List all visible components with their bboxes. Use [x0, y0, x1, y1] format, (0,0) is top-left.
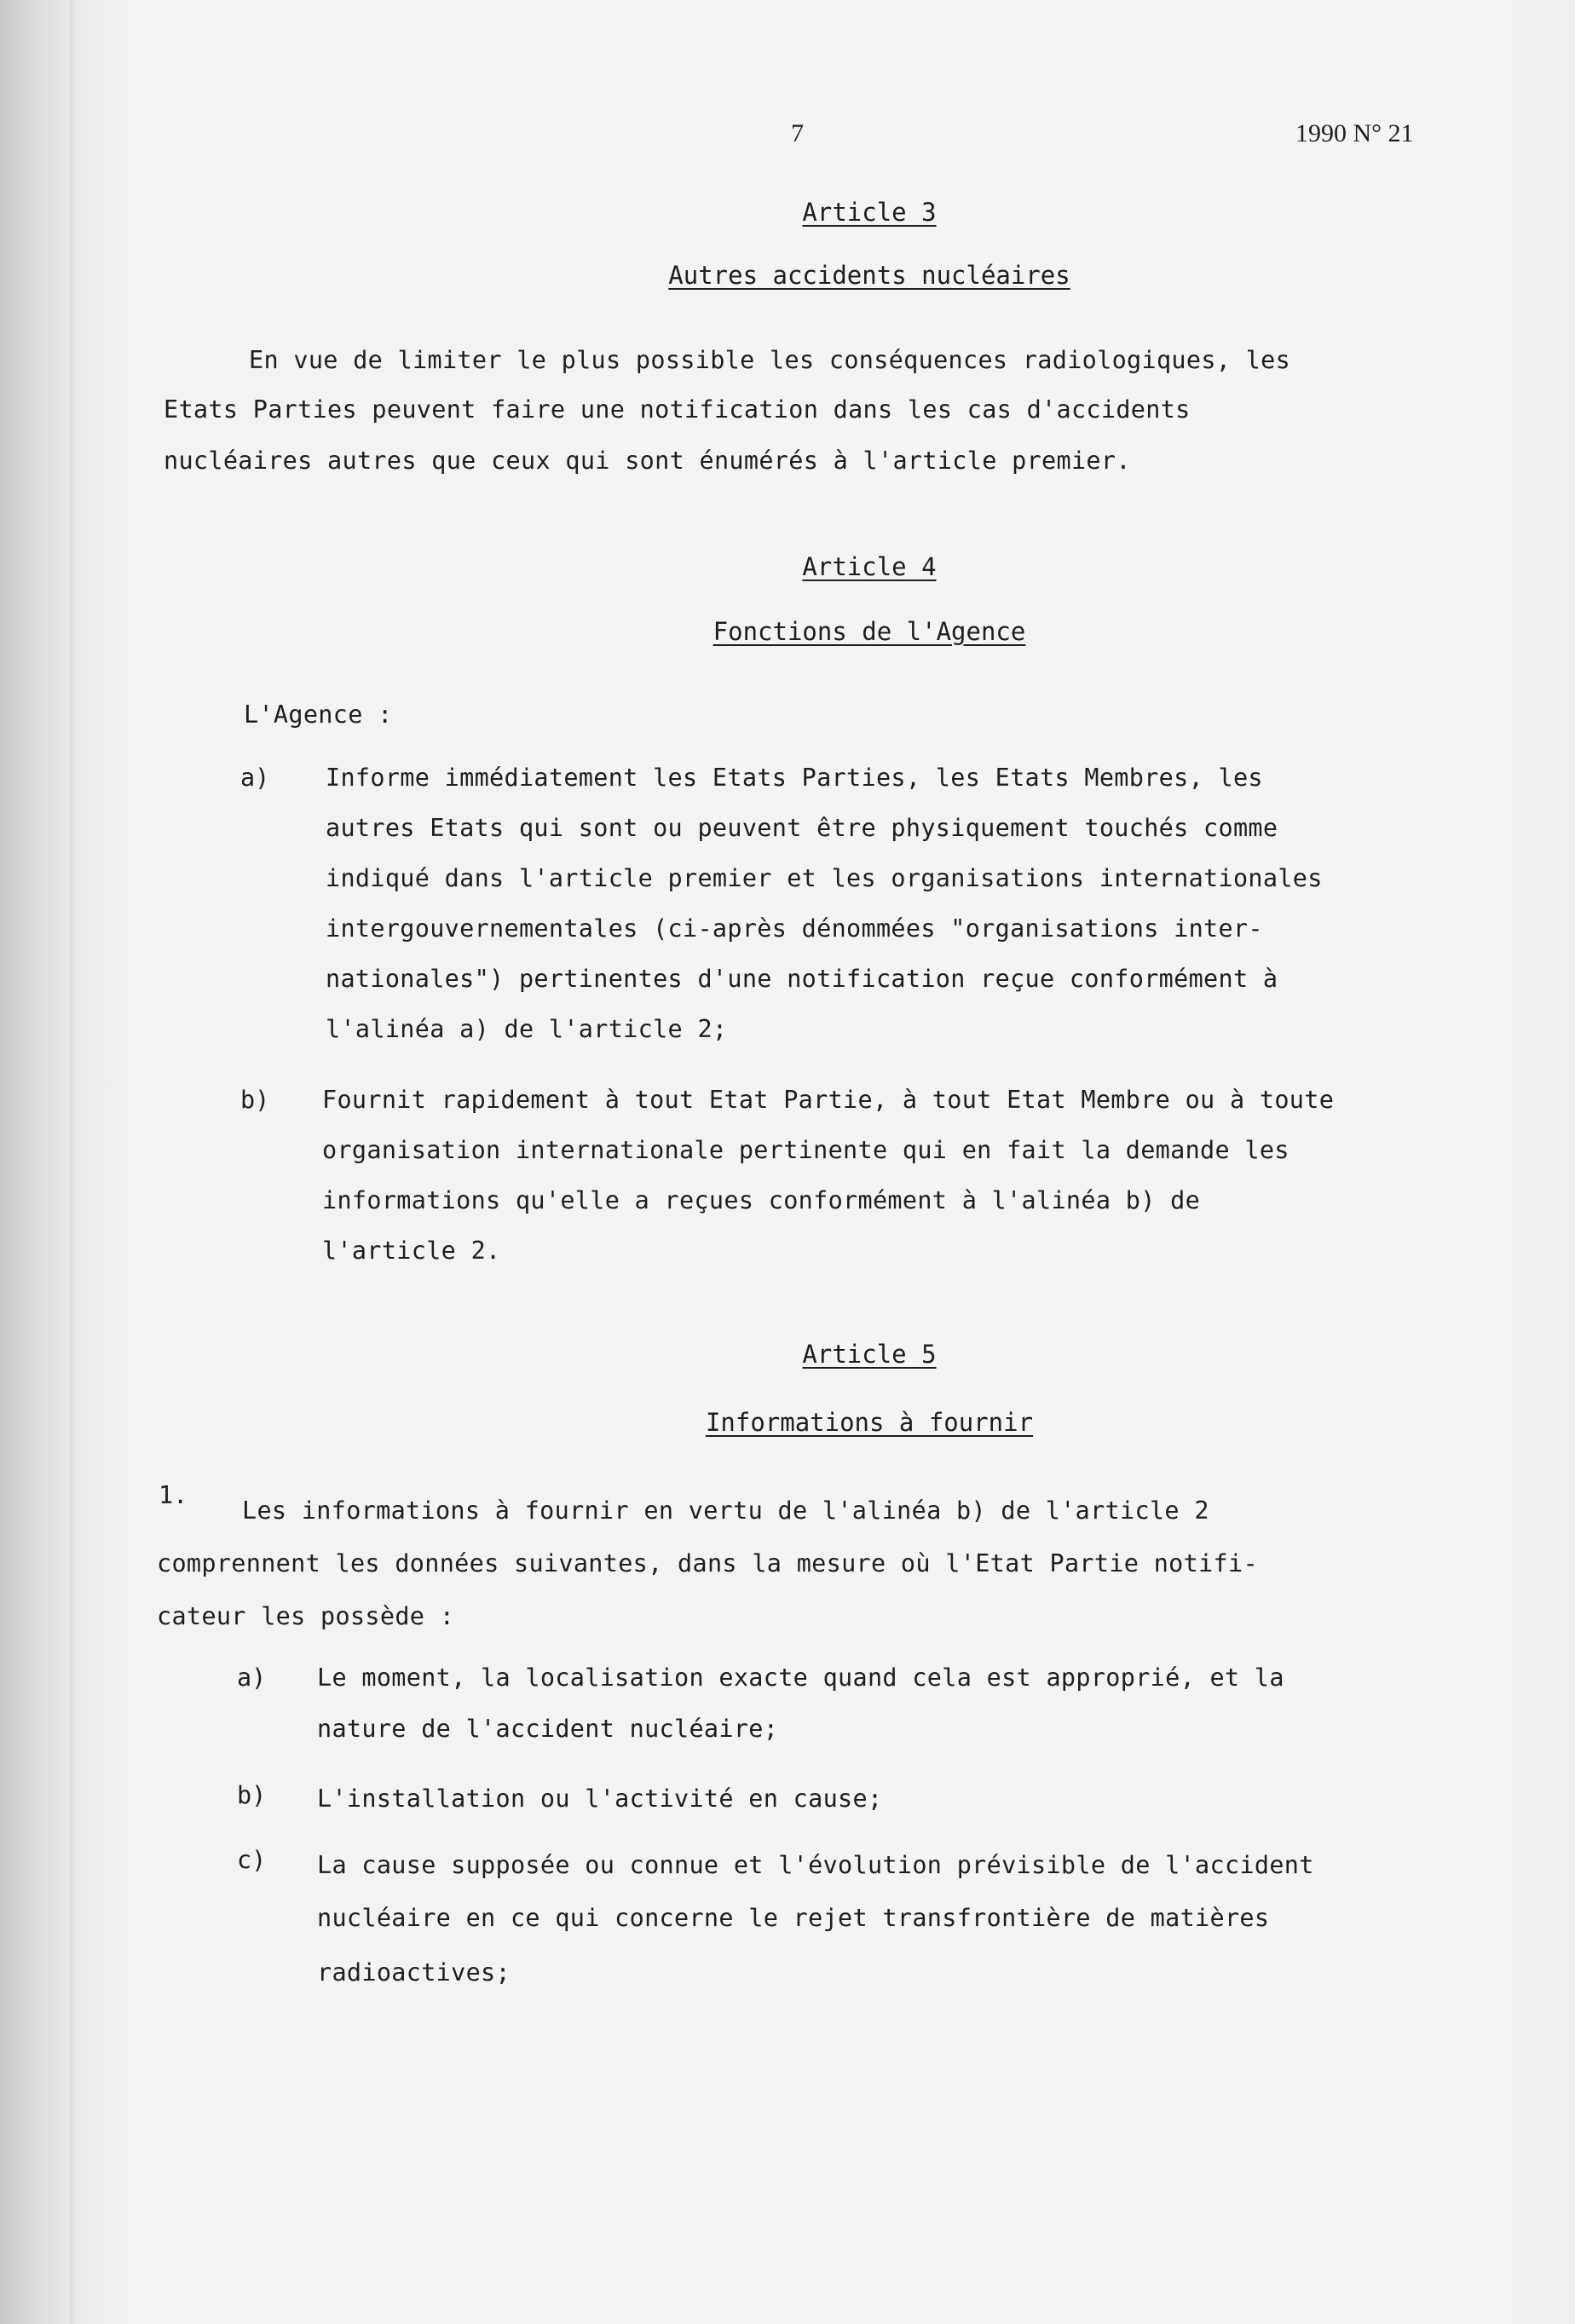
article-5-line: Les informations à fournir en vertu de l'alinéa b) de l'article 2 [242, 1496, 1209, 1525]
article-4-title: Article 4 [802, 552, 937, 581]
article-4-item-a-line: nationales") pertinentes d'une notification reçue conformément à [326, 965, 1278, 993]
item-marker: c) [237, 1846, 267, 1874]
item-marker: b) [237, 1781, 267, 1809]
article-3-line: En vue de limiter le plus possible les conséquences radiologiques, les [249, 346, 1291, 374]
article-5-item-c-line: radioactives; [317, 1958, 511, 1987]
article-3-heading: Autres accidents nucléaires [668, 261, 1070, 290]
article-4-item-a-line: l'alinéa a) de l'article 2; [326, 1015, 728, 1043]
item-marker: b) [240, 1086, 270, 1114]
article-4-item-a-line: intergouvernementales (ci-après dénommées "organisations inter- [326, 914, 1263, 943]
article-5-title: Article 5 [802, 1340, 937, 1369]
item-marker: a) [237, 1664, 267, 1692]
article-4-intro: L'Agence : [244, 701, 393, 729]
article-5-item-a-line: nature de l'accident nucléaire; [317, 1715, 779, 1743]
article-4-heading: Fonctions de l'Agence [712, 617, 1026, 646]
article-5-line: cateur les possède : [157, 1602, 455, 1630]
article-4-item-a-line: Informe immédiatement les Etats Parties, les Etats Membres, les [326, 764, 1263, 792]
article-4-item-b-line: Fournit rapidement à tout Etat Partie, à tout Etat Membre ou à toute [322, 1086, 1335, 1114]
article-4-item-a-line: autres Etats qui sont ou peuvent être physiquement touchés comme [326, 814, 1278, 842]
item-marker: a) [240, 764, 270, 792]
article-4-item-b-line: informations qu'elle a reçues conformément à l'alinéa b) de [322, 1186, 1201, 1214]
article-5-line: comprennent les données suivantes, dans la mesure où l'Etat Partie notifi- [157, 1549, 1258, 1577]
article-5-item-c-line: La cause supposée ou connue et l'évolution prévisible de l'accident [317, 1851, 1314, 1879]
publication-reference: 1990 N° 21 [1295, 119, 1414, 147]
article-3-title: Article 3 [802, 198, 937, 227]
article-3-line: nucléaires autres que ceux qui sont énumérés à l'article premier. [164, 447, 1131, 475]
paragraph-number: 1. [159, 1481, 188, 1509]
article-5-item-a-line: Le moment, la localisation exacte quand cela est approprié, et la [317, 1664, 1284, 1692]
article-5-item-b-line: L'installation ou l'activité en cause; [317, 1785, 883, 1813]
page-number: 7 [791, 119, 804, 147]
article-3-line: Etats Parties peuvent faire une notification dans les cas d'accidents [164, 395, 1191, 424]
article-5-item-c-line: nucléaire en ce qui concerne le rejet transfrontière de matières [317, 1904, 1270, 1932]
article-4-item-b-line: organisation internationale pertinente qui en fait la demande les [322, 1136, 1289, 1164]
article-4-item-b-line: l'article 2. [322, 1237, 501, 1265]
article-4-item-a-line: indiqué dans l'article premier et les organisations internationales [326, 864, 1323, 892]
page-fold-shadow [70, 0, 75, 2324]
article-5-heading: Informations à fournir [705, 1408, 1034, 1437]
